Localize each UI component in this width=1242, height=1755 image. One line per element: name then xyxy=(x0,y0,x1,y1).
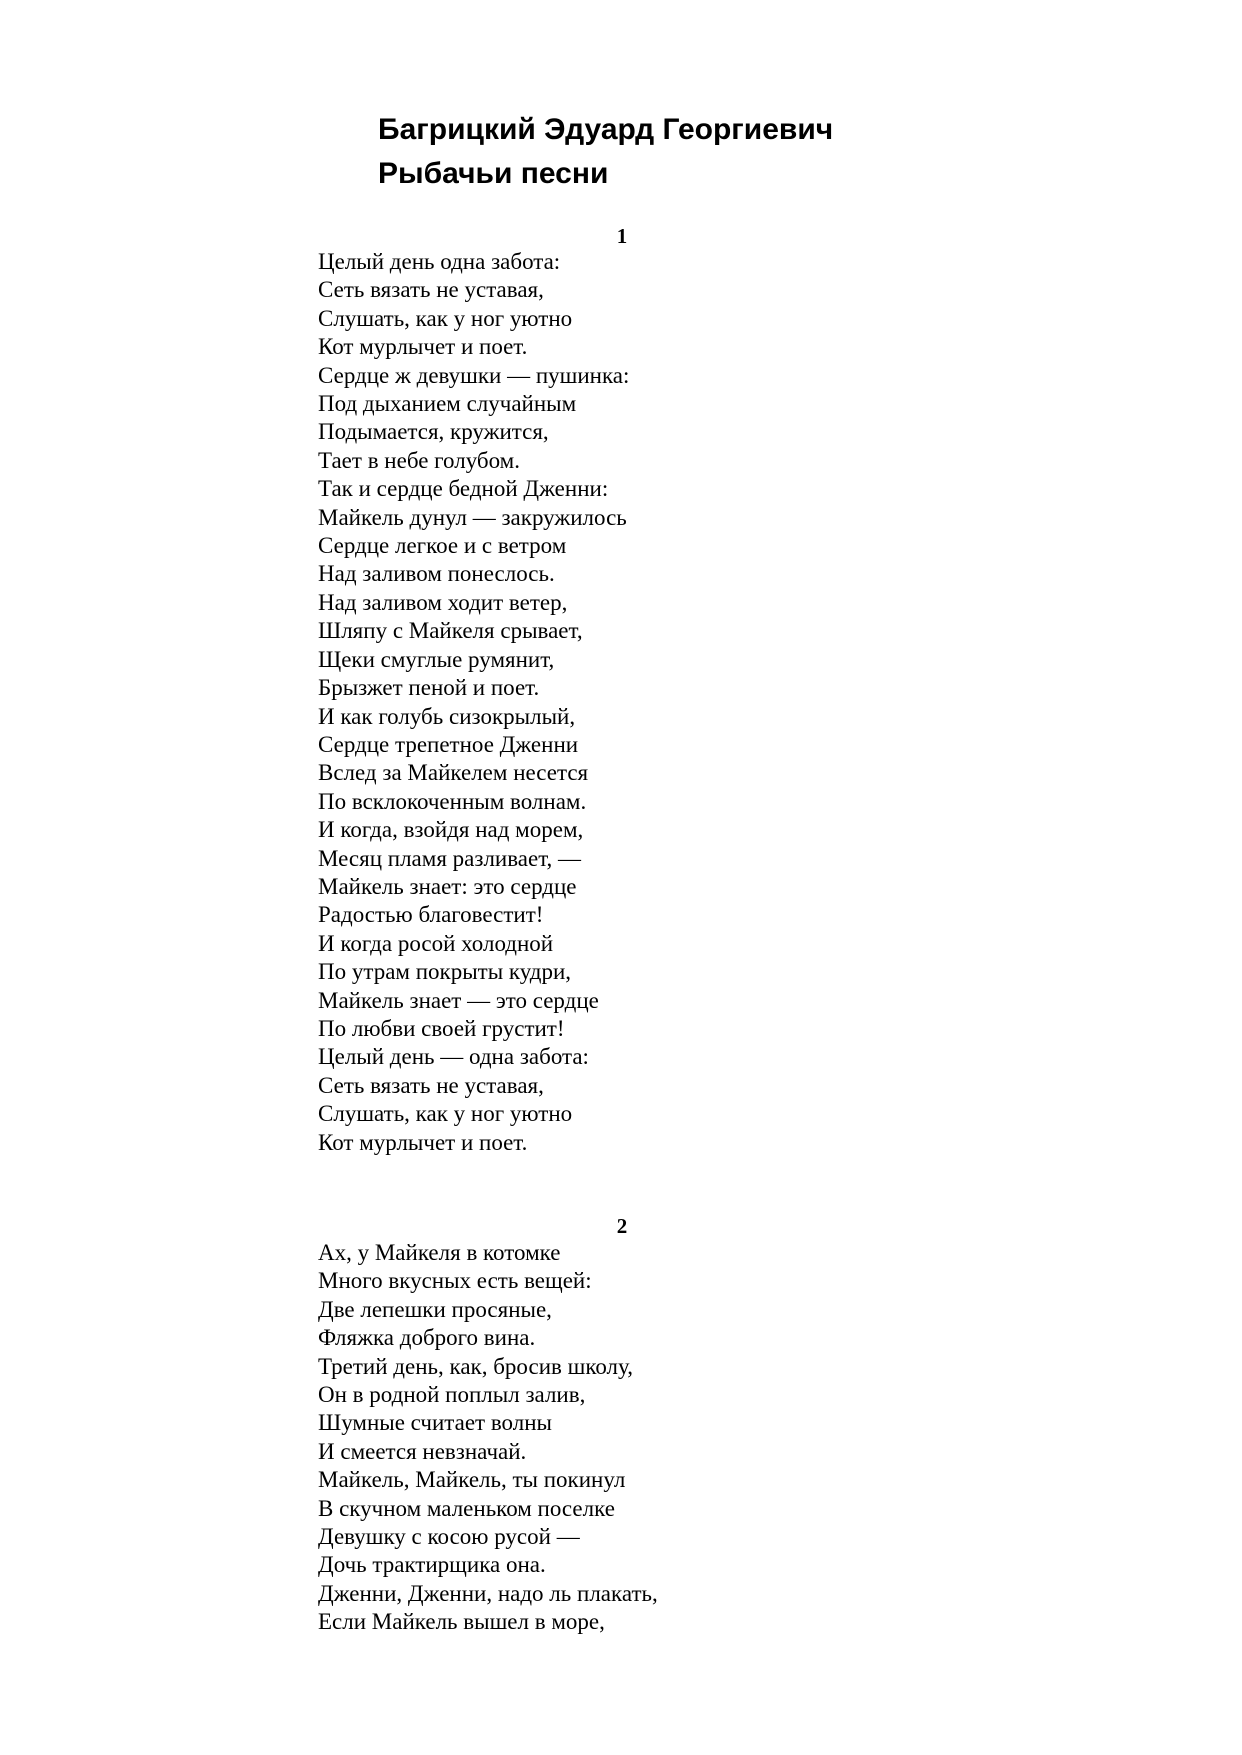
verse-line: По любви своей грустит! xyxy=(318,1015,565,1041)
verse-line: Если Майкель вышел в море, xyxy=(318,1609,605,1635)
verse-line: Вслед за Майкелем несется xyxy=(318,760,589,786)
verse-line: Майкель, Майкель, ты покинул xyxy=(318,1467,626,1493)
verse-line: Кот мурлычет и поет. xyxy=(318,1129,528,1155)
section-number: 1 xyxy=(616,224,628,248)
author-name: Багрицкий Эдуард Георгиевич xyxy=(378,113,834,146)
verse-line: Фляжка доброго вина. xyxy=(318,1325,536,1351)
verse-line: Под дыханием случайным xyxy=(318,391,577,417)
verse-line: Целый день — одна забота: xyxy=(318,1044,589,1070)
verse-line: Над заливом понеслось. xyxy=(318,561,555,587)
document-header xyxy=(378,108,833,196)
section-number: 2 xyxy=(616,1214,628,1238)
verse-line: Сердце ж девушки — пушинка: xyxy=(318,362,630,388)
verse-line: Он в родной поплыл залив, xyxy=(318,1382,586,1408)
verse-line: Щеки смуглые румянит, xyxy=(318,646,555,672)
verse-line: И как голубь сизокрылый, xyxy=(318,703,576,729)
verse-line: Много вкусных есть вещей: xyxy=(318,1268,592,1294)
verse-line: Сеть вязать не уставая, xyxy=(318,277,544,303)
verse-line: Слушать, как у ног уютно xyxy=(318,305,573,331)
verse-line: Майкель знает — это сердце xyxy=(318,987,599,1013)
verse-line: Майкель дунул — закружилось xyxy=(318,504,627,530)
verse-line: Ах, у Майкеля в котомке xyxy=(318,1240,561,1265)
verse-line: Над заливом ходит ветер, xyxy=(318,589,568,615)
verse-line: Девушку с косою русой — xyxy=(318,1524,580,1550)
poem-title: Рыбачьи песни xyxy=(378,157,609,190)
verse-line: И смеется невзначай. xyxy=(318,1438,527,1464)
verse-line: Третий день, как, бросив школу, xyxy=(318,1353,633,1379)
verse-line: Майкель знает: это сердце xyxy=(318,873,577,899)
verse-line: Целый день одна забота: xyxy=(318,249,561,274)
verse-line: Месяц пламя разливает, — xyxy=(318,845,582,871)
verse-line: Две лепешки просяные, xyxy=(318,1296,552,1322)
verse-line: Так и сердце бедной Дженни: xyxy=(318,476,609,502)
verse-line: Сердце трепетное Дженни xyxy=(318,731,579,757)
verse-line: Радостью благовестит! xyxy=(318,902,544,928)
verse-line: Дочь трактирщика она. xyxy=(318,1552,546,1578)
verse-line: Слушать, как у ног уютно xyxy=(318,1101,573,1127)
verse-line: Дженни, Дженни, надо ль плакать, xyxy=(318,1580,658,1606)
verse-line: Кот мурлычет и поет. xyxy=(318,334,528,360)
verse-line: По утрам покрыты кудри, xyxy=(318,959,572,985)
poem-section-2 xyxy=(318,1239,658,1637)
poem-section-1 xyxy=(318,248,629,1157)
verse-line: По всклокоченным волнам. xyxy=(318,788,587,814)
verse-line: Тает в небе голубом. xyxy=(318,447,520,473)
verse-line: Шумные считает волны xyxy=(318,1410,552,1436)
verse-line: Брызжет пеной и поет. xyxy=(318,675,540,701)
verse-line: Сердце легкое и с ветром xyxy=(318,533,567,559)
verse-line: И когда росой холодной xyxy=(318,930,554,956)
verse-line: И когда, взойдя над морем, xyxy=(318,817,584,843)
verse-line: Сеть вязать не уставая, xyxy=(318,1072,544,1098)
verse-line: Шляпу с Майкеля срывает, xyxy=(318,618,583,644)
verse-line: Подымается, кружится, xyxy=(318,419,549,445)
verse-line: В скучном маленьком поселке xyxy=(318,1495,615,1521)
